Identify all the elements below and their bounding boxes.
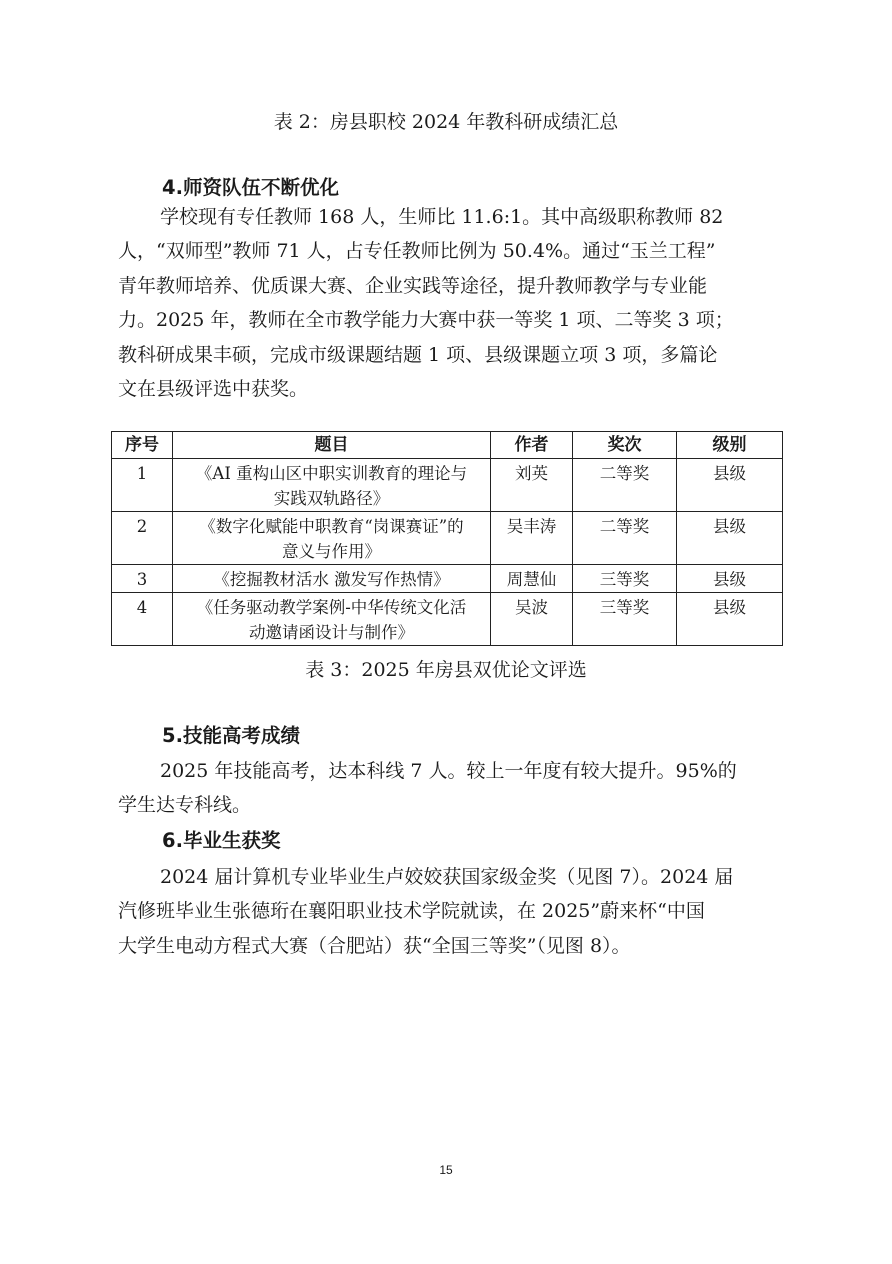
text-line: 大学生电动方程式大赛（合肥站）获“全国三等奖”（见图 8）。	[118, 934, 631, 957]
table-row	[112, 512, 783, 565]
text-line: 2025 年技能高考，达本科线 7 人。较上一年度有较大提升。95%的	[160, 760, 737, 782]
cell-level: 县级	[677, 459, 783, 512]
text-line: 汽修班毕业生张德珩在襄阳职业技术学院就读，在 2025”蔚来杯“中国	[118, 900, 705, 923]
cell-award: 三等奖	[573, 593, 677, 646]
cell-author: 刘英	[491, 459, 573, 512]
header-award: 奖次	[573, 432, 677, 459]
title-line: 《AI 重构山区中职实训教育的理论与	[195, 464, 468, 483]
table2-caption: 表 2：房县职校 2024 年教科研成绩汇总	[273, 111, 619, 133]
section4-paragraph	[118, 200, 778, 406]
title-line: 《挖掘教材活水 激发写作热情》	[213, 570, 450, 589]
table-header-row	[112, 432, 783, 459]
header-title: 题目	[173, 432, 491, 459]
title-line: 意义与作用》	[282, 542, 381, 561]
header-level: 级别	[677, 432, 783, 459]
table-row	[112, 593, 783, 646]
cell-title	[173, 565, 491, 593]
cell-title	[173, 459, 491, 512]
table-row	[112, 459, 783, 512]
cell-title	[173, 512, 491, 565]
header-author: 作者	[491, 432, 573, 459]
text-line: 文在县级评选中获奖。	[118, 378, 309, 401]
section5-paragraph	[118, 754, 778, 823]
section6-paragraph	[118, 860, 778, 963]
table3-caption: 表 3：2025 年房县双优论文评选	[305, 659, 587, 681]
section4-heading: 4.师资队伍不断优化	[162, 176, 339, 199]
cell-award: 二等奖	[573, 512, 677, 565]
text-line: 人，“双师型”教师 71 人，占专任教师比例为 50.4%。通过“玉兰工程”	[118, 240, 716, 263]
cell-award: 三等奖	[573, 565, 677, 593]
section5-heading: 5.技能高考成绩	[162, 724, 300, 747]
cell-no: 3	[112, 565, 173, 593]
cell-author: 吴波	[491, 593, 573, 646]
text-line: 教科研成果丰硕，完成市级课题结题 1 项、县级课题立项 3 项，多篇论	[118, 343, 718, 366]
cell-author: 吴丰涛	[491, 512, 573, 565]
text-line: 2024 届计算机专业毕业生卢姣姣获国家级金奖（见图 7）。2024 届	[160, 866, 734, 888]
cell-level: 县级	[677, 593, 783, 646]
text-line: 学生达专科线。	[118, 794, 252, 817]
title-line: 《数字化赋能中职教育“岗课赛证”的	[199, 517, 464, 536]
title-line: 动邀请函设计与制作》	[249, 623, 414, 642]
cell-award: 二等奖	[573, 459, 677, 512]
title-line: 《任务驱动教学案例-中华传统文化活	[196, 598, 467, 617]
section6-heading: 6.毕业生获奖	[162, 829, 281, 852]
cell-no: 2	[112, 512, 173, 565]
page-number: 15	[439, 1163, 453, 1177]
table-row	[112, 565, 783, 593]
cell-author: 周慧仙	[491, 565, 573, 593]
cell-no: 1	[112, 459, 173, 512]
header-no: 序号	[112, 432, 173, 459]
text-line: 力。2025 年，教师在全市教学能力大赛中获一等奖 1 项、二等奖 3 项；	[118, 309, 734, 332]
cell-title	[173, 593, 491, 646]
papers-table	[111, 431, 783, 646]
cell-no: 4	[112, 593, 173, 646]
cell-level: 县级	[677, 565, 783, 593]
cell-level: 县级	[677, 512, 783, 565]
text-line: 学校现有专任教师 168 人，生师比 11.6:1。其中高级职称教师 82	[160, 206, 724, 228]
text-line: 青年教师培养、优质课大赛、企业实践等途径，提升教师教学与专业能	[118, 274, 708, 297]
title-line: 实践双轨路径》	[273, 489, 390, 508]
